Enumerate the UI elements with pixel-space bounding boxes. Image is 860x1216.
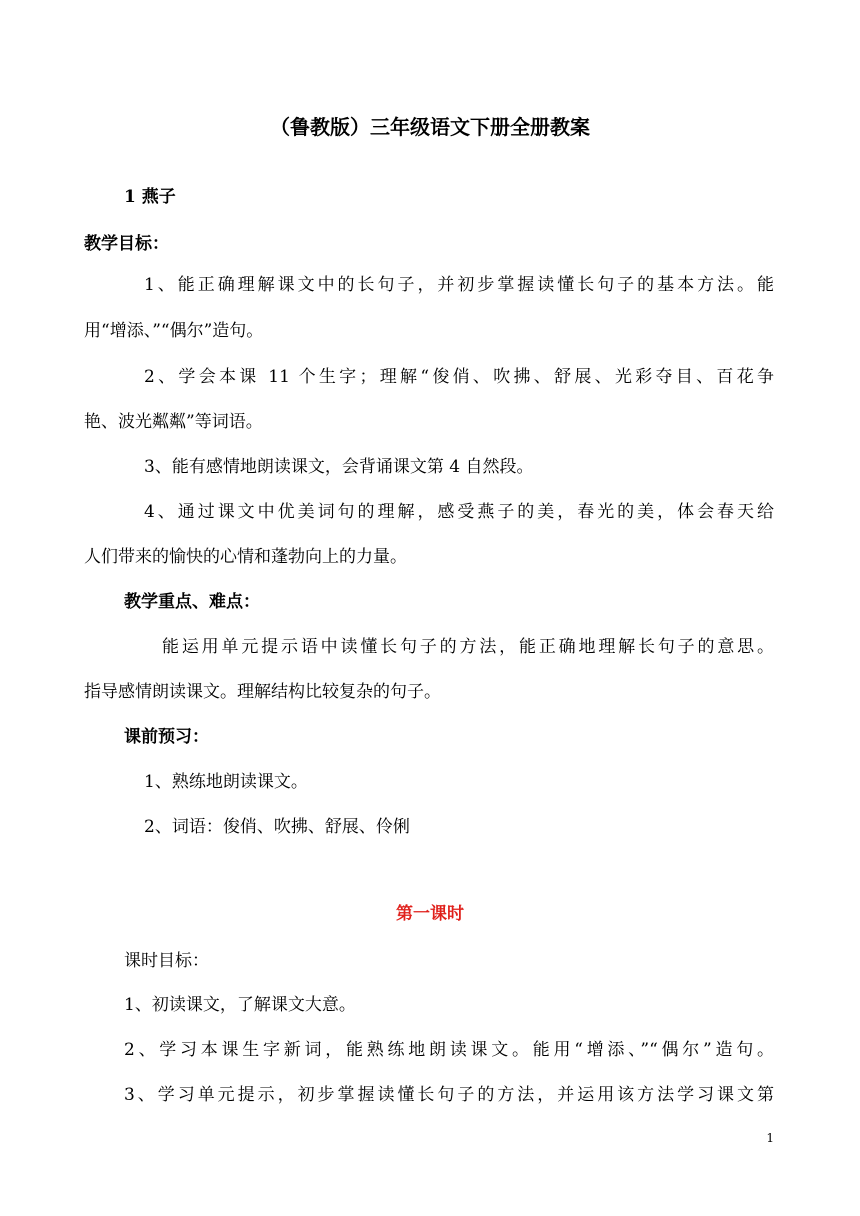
objective-2-line1: 2、学会本课 11 个生字；理解“俊俏、吹拂、舒展、光彩夺目、百花争 (144, 367, 774, 387)
objective-3: 3、能有感情地朗读课文，会背诵课文第 4 自然段。 (144, 457, 534, 477)
objective-4-line2: 人们带来的愉快的心情和蓬勃向上的力量。 (84, 547, 407, 567)
objective-1-line1: 1、能正确理解课文中的长句子，并初步掌握读懂长句子的基本方法。能 (144, 275, 774, 295)
document-title: （鲁教版）三年级语文下册全册教案 (270, 115, 590, 139)
period-objectives-label: 课时目标： (124, 951, 209, 971)
key-points-heading: 教学重点、难点： (124, 592, 260, 612)
page-number: 1 (766, 1131, 774, 1145)
key-points-line1: 能运用单元提示语中读懂长句子的方法，能正确地理解长句子的意思。 (162, 637, 774, 657)
period-objective-3: 3、学习单元提示，初步掌握读懂长句子的方法，并运用该方法学习课文第 (124, 1085, 774, 1105)
period-objective-1: 1、初读课文，了解课文大意。 (124, 995, 356, 1015)
key-points-line2: 指导感情朗读课文。理解结构比较复杂的句子。 (84, 682, 441, 702)
lesson-heading: 1 燕子 (124, 187, 176, 207)
objective-1-line2: 用“增添、”“偶尔”造句。 (84, 321, 264, 341)
objective-4-line1: 4、通过课文中优美词句的理解，感受燕子的美，春光的美，体会春天给 (144, 502, 774, 522)
preview-item-2: 2、词语：俊俏、吹拂、舒展、伶俐 (144, 817, 410, 837)
preview-item-1: 1、熟练地朗读课文。 (144, 772, 308, 792)
preview-heading: 课前预习： (124, 727, 209, 747)
objective-2-line2: 艳、波光粼粼”等词语。 (84, 412, 263, 432)
section-title: 第一课时 (396, 904, 464, 924)
period-objective-2: 2、学习本课生字新词，能熟练地朗读课文。能用“增添、”“偶尔”造句。 (124, 1040, 774, 1060)
objectives-heading: 教学目标： (84, 234, 169, 254)
